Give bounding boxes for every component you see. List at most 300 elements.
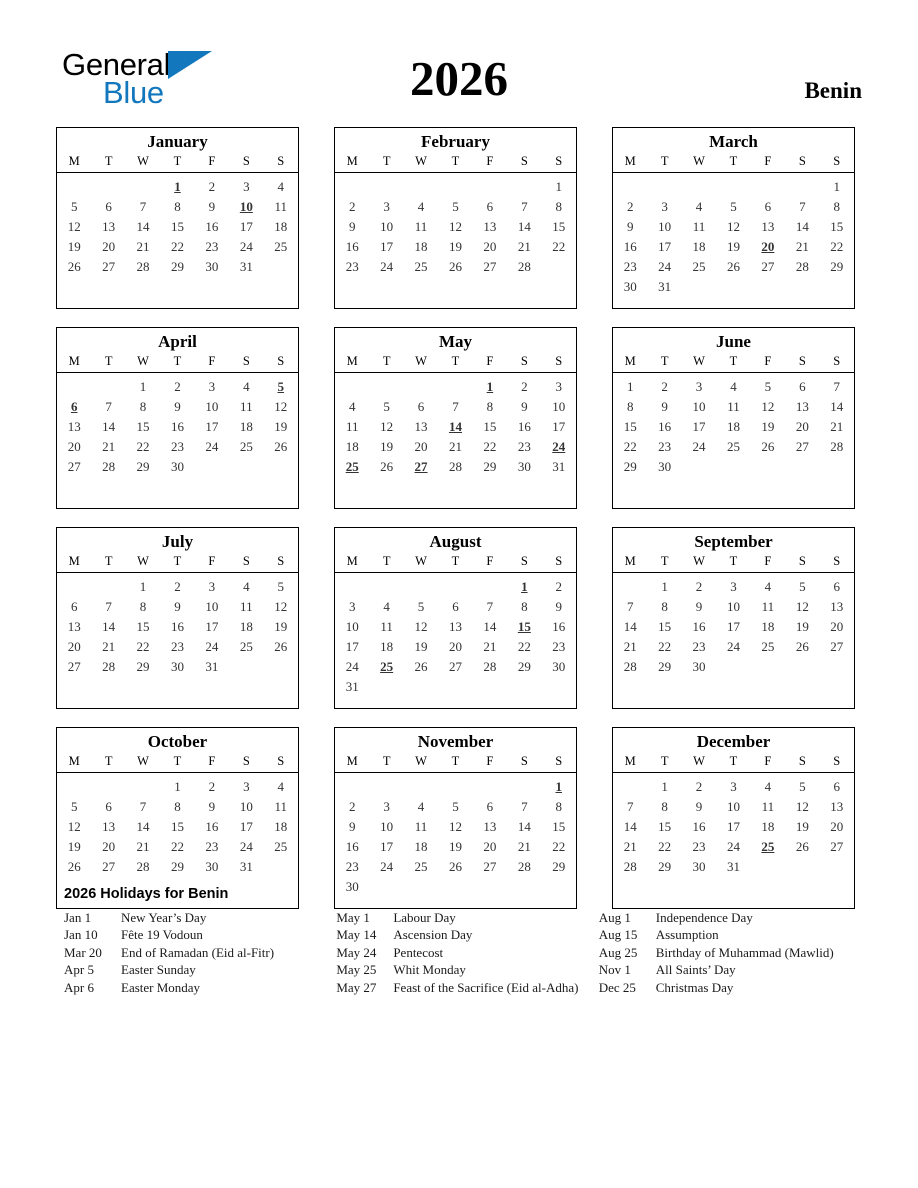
day-cell[interactable]: 16	[692, 619, 706, 634]
day-cell[interactable]: 22	[552, 839, 566, 854]
day-cell[interactable]: 18	[239, 619, 253, 634]
day-cell[interactable]: 16	[170, 619, 184, 634]
day-cell[interactable]: 5	[452, 799, 459, 814]
day-cell[interactable]: 11	[414, 219, 428, 234]
day-cell[interactable]: 22	[483, 439, 497, 454]
day-cell[interactable]: 12	[380, 419, 394, 434]
day-cell[interactable]: 28	[136, 259, 150, 274]
day-cell[interactable]: 22	[136, 639, 150, 654]
day-cell[interactable]: 9	[348, 819, 356, 834]
day-cell[interactable]: 7	[521, 799, 528, 814]
day-cell[interactable]: 29	[658, 659, 672, 674]
day-cell[interactable]: 26	[380, 459, 394, 474]
day-cell[interactable]: 12	[274, 399, 288, 414]
day-cell[interactable]: 26	[761, 439, 775, 454]
day-cell[interactable]: 2	[348, 199, 356, 214]
day-cell[interactable]: 14	[136, 819, 150, 834]
day-cell[interactable]: 6	[452, 599, 459, 614]
day-cell[interactable]: 7	[105, 599, 112, 614]
day-cell[interactable]: 27	[795, 439, 809, 454]
day-cell[interactable]: 14	[830, 399, 844, 414]
day-cell[interactable]: 6	[105, 199, 112, 214]
day-cell[interactable]: 6	[764, 199, 772, 214]
day-cell[interactable]: 6	[105, 799, 112, 814]
day-cell[interactable]: 17	[345, 639, 359, 654]
day-cell[interactable]: 31	[658, 279, 672, 294]
day-cell[interactable]: 8	[174, 199, 181, 214]
day-cell[interactable]: 10	[205, 599, 219, 614]
day-cell[interactable]: 21	[623, 839, 637, 854]
day-cell[interactable]: 13	[830, 799, 844, 814]
day-cell[interactable]: 23	[517, 439, 531, 454]
day-cell[interactable]: 23	[345, 259, 359, 274]
day-cell[interactable]: 22	[136, 439, 150, 454]
day-cell[interactable]: 31	[239, 859, 253, 874]
day-cell-holiday[interactable]: 14	[448, 419, 462, 434]
day-cell[interactable]: 22	[623, 439, 637, 454]
day-cell[interactable]: 16	[170, 419, 184, 434]
day-cell[interactable]: 27	[67, 659, 81, 674]
day-cell[interactable]: 5	[383, 399, 390, 414]
day-cell[interactable]: 15	[623, 419, 637, 434]
day-cell[interactable]: 8	[555, 799, 563, 814]
day-cell[interactable]: 17	[552, 419, 566, 434]
day-cell[interactable]: 7	[833, 379, 841, 394]
day-cell[interactable]: 19	[67, 839, 81, 854]
day-cell[interactable]: 2	[208, 779, 216, 794]
day-cell[interactable]: 14	[517, 219, 531, 234]
day-cell[interactable]: 14	[623, 619, 637, 634]
day-cell[interactable]: 5	[764, 379, 772, 394]
day-cell[interactable]: 13	[448, 619, 462, 634]
day-cell[interactable]: 8	[139, 599, 147, 614]
day-cell[interactable]: 15	[658, 619, 672, 634]
day-cell[interactable]: 13	[414, 419, 428, 434]
day-cell[interactable]: 10	[345, 619, 359, 634]
day-cell[interactable]: 26	[414, 659, 428, 674]
day-cell[interactable]: 12	[726, 219, 740, 234]
day-cell[interactable]: 21	[517, 839, 531, 854]
day-cell[interactable]: 13	[830, 599, 844, 614]
day-cell[interactable]: 31	[205, 659, 219, 674]
day-cell[interactable]: 16	[345, 239, 359, 254]
day-cell[interactable]: 15	[136, 419, 150, 434]
day-cell[interactable]: 29	[483, 459, 497, 474]
day-cell[interactable]: 14	[483, 619, 497, 634]
day-cell[interactable]: 10	[726, 799, 740, 814]
day-cell[interactable]: 24	[239, 839, 253, 854]
day-cell[interactable]: 2	[695, 779, 703, 794]
day-cell[interactable]: 1	[174, 779, 181, 794]
day-cell[interactable]: 11	[761, 599, 775, 614]
day-cell[interactable]: 3	[243, 179, 250, 194]
day-cell[interactable]: 10	[552, 399, 566, 414]
day-cell[interactable]: 11	[727, 399, 740, 414]
day-cell[interactable]: 1	[626, 379, 634, 394]
day-cell[interactable]: 20	[102, 239, 116, 254]
day-cell[interactable]: 28	[102, 659, 116, 674]
day-cell[interactable]: 19	[274, 619, 288, 634]
day-cell[interactable]: 7	[626, 799, 634, 814]
day-cell[interactable]: 12	[414, 619, 428, 634]
day-cell[interactable]: 21	[102, 439, 116, 454]
day-cell-holiday[interactable]: 25	[380, 659, 394, 674]
day-cell[interactable]: 14	[136, 219, 150, 234]
day-cell[interactable]: 25	[414, 859, 428, 874]
day-cell[interactable]: 20	[830, 819, 844, 834]
day-cell[interactable]: 26	[795, 639, 809, 654]
day-cell[interactable]: 29	[517, 659, 531, 674]
day-cell-holiday[interactable]: 10	[239, 199, 253, 214]
day-cell[interactable]: 2	[521, 379, 528, 394]
day-cell[interactable]: 7	[486, 599, 494, 614]
day-cell[interactable]: 2	[555, 579, 563, 594]
day-cell[interactable]: 3	[555, 379, 563, 394]
day-cell[interactable]: 27	[483, 859, 497, 874]
day-cell[interactable]: 25	[239, 439, 253, 454]
day-cell[interactable]: 25	[274, 839, 288, 854]
day-cell[interactable]: 6	[833, 579, 841, 594]
day-cell[interactable]: 2	[348, 799, 356, 814]
day-cell[interactable]: 8	[139, 399, 147, 414]
day-cell[interactable]: 18	[761, 819, 775, 834]
day-cell[interactable]: 3	[730, 779, 737, 794]
day-cell[interactable]: 21	[795, 239, 809, 254]
day-cell[interactable]: 23	[170, 639, 184, 654]
day-cell[interactable]: 19	[448, 239, 462, 254]
day-cell[interactable]: 17	[205, 619, 219, 634]
day-cell[interactable]: 12	[274, 599, 288, 614]
day-cell[interactable]: 22	[658, 839, 672, 854]
day-cell[interactable]: 27	[761, 259, 775, 274]
day-cell[interactable]: 21	[448, 439, 462, 454]
day-cell[interactable]: 24	[205, 439, 219, 454]
day-cell[interactable]: 9	[521, 399, 528, 414]
day-cell[interactable]: 23	[692, 639, 706, 654]
day-cell[interactable]: 25	[726, 439, 740, 454]
day-cell[interactable]: 12	[67, 219, 81, 234]
day-cell[interactable]: 19	[726, 239, 740, 254]
day-cell[interactable]: 19	[414, 639, 428, 654]
day-cell[interactable]: 6	[70, 599, 78, 614]
day-cell[interactable]: 29	[136, 659, 150, 674]
day-cell[interactable]: 9	[695, 599, 703, 614]
day-cell[interactable]: 11	[345, 419, 359, 434]
day-cell[interactable]: 9	[208, 799, 216, 814]
day-cell[interactable]: 10	[380, 819, 394, 834]
day-cell-holiday[interactable]: 1	[521, 579, 528, 594]
day-cell[interactable]: 5	[70, 199, 78, 214]
day-cell[interactable]: 23	[205, 239, 219, 254]
day-cell[interactable]: 16	[517, 419, 531, 434]
day-cell[interactable]: 24	[380, 259, 394, 274]
day-cell[interactable]: 11	[274, 199, 288, 214]
day-cell[interactable]: 29	[830, 259, 844, 274]
day-cell[interactable]: 23	[552, 639, 566, 654]
day-cell[interactable]: 30	[658, 459, 672, 474]
day-cell[interactable]: 14	[102, 419, 116, 434]
day-cell[interactable]: 17	[380, 239, 394, 254]
day-cell[interactable]: 21	[136, 839, 150, 854]
day-cell[interactable]: 12	[795, 799, 809, 814]
day-cell[interactable]: 22	[170, 239, 184, 254]
day-cell[interactable]: 13	[483, 819, 497, 834]
day-cell-holiday[interactable]: 27	[414, 459, 428, 474]
day-cell-holiday[interactable]: 20	[761, 239, 775, 254]
day-cell[interactable]: 18	[345, 439, 359, 454]
day-cell[interactable]: 4	[730, 379, 737, 394]
day-cell[interactable]: 30	[517, 459, 531, 474]
day-cell[interactable]: 15	[552, 819, 566, 834]
day-cell[interactable]: 17	[726, 819, 740, 834]
day-cell[interactable]: 5	[730, 199, 737, 214]
day-cell[interactable]: 30	[623, 279, 637, 294]
day-cell[interactable]: 31	[552, 459, 566, 474]
day-cell-holiday[interactable]: 1	[555, 779, 563, 794]
day-cell[interactable]: 9	[661, 399, 668, 414]
day-cell[interactable]: 25	[274, 239, 288, 254]
day-cell[interactable]: 28	[623, 659, 637, 674]
day-cell[interactable]: 22	[170, 839, 184, 854]
day-cell[interactable]: 19	[761, 419, 775, 434]
day-cell[interactable]: 4	[764, 579, 772, 594]
day-cell[interactable]: 2	[174, 579, 181, 594]
day-cell[interactable]: 28	[795, 259, 809, 274]
day-cell[interactable]: 26	[67, 859, 81, 874]
day-cell-holiday[interactable]: 25	[761, 839, 775, 854]
day-cell[interactable]: 7	[139, 799, 147, 814]
day-cell[interactable]: 27	[830, 639, 844, 654]
day-cell[interactable]: 5	[277, 579, 285, 594]
day-cell[interactable]: 18	[414, 839, 428, 854]
day-cell[interactable]: 18	[761, 619, 775, 634]
day-cell[interactable]: 12	[448, 819, 462, 834]
day-cell[interactable]: 30	[205, 859, 219, 874]
day-cell[interactable]: 21	[483, 639, 497, 654]
day-cell[interactable]: 13	[795, 399, 809, 414]
day-cell[interactable]: 1	[139, 379, 147, 394]
day-cell[interactable]: 27	[102, 859, 116, 874]
day-cell[interactable]: 11	[274, 799, 288, 814]
day-cell[interactable]: 30	[345, 879, 359, 894]
day-cell[interactable]: 7	[626, 599, 634, 614]
day-cell[interactable]: 1	[661, 779, 668, 794]
day-cell[interactable]: 27	[448, 659, 462, 674]
day-cell[interactable]: 17	[692, 419, 706, 434]
day-cell[interactable]: 25	[239, 639, 253, 654]
day-cell[interactable]: 28	[136, 859, 150, 874]
day-cell[interactable]: 10	[205, 399, 219, 414]
day-cell[interactable]: 6	[833, 779, 841, 794]
day-cell[interactable]: 20	[483, 839, 497, 854]
day-cell[interactable]: 14	[102, 619, 116, 634]
day-cell[interactable]: 4	[243, 579, 250, 594]
day-cell[interactable]: 25	[692, 259, 706, 274]
day-cell[interactable]: 3	[661, 199, 668, 214]
day-cell[interactable]: 28	[448, 459, 462, 474]
day-cell[interactable]: 15	[483, 419, 497, 434]
day-cell[interactable]: 5	[799, 579, 806, 594]
day-cell[interactable]: 31	[239, 259, 253, 274]
day-cell[interactable]: 24	[726, 839, 740, 854]
day-cell[interactable]: 28	[483, 659, 497, 674]
day-cell[interactable]: 17	[239, 219, 253, 234]
day-cell[interactable]: 19	[795, 819, 809, 834]
day-cell[interactable]: 26	[274, 439, 288, 454]
day-cell[interactable]: 18	[726, 419, 740, 434]
day-cell[interactable]: 8	[626, 399, 634, 414]
day-cell[interactable]: 7	[139, 199, 147, 214]
day-cell[interactable]: 5	[452, 199, 459, 214]
day-cell[interactable]: 21	[830, 419, 844, 434]
day-cell[interactable]: 8	[833, 199, 841, 214]
day-cell[interactable]: 1	[833, 179, 841, 194]
day-cell[interactable]: 11	[761, 799, 775, 814]
day-cell[interactable]: 3	[383, 199, 390, 214]
day-cell[interactable]: 23	[205, 839, 219, 854]
day-cell[interactable]: 15	[552, 219, 566, 234]
day-cell[interactable]: 4	[348, 399, 356, 414]
day-cell[interactable]: 9	[174, 399, 181, 414]
day-cell[interactable]: 10	[726, 599, 740, 614]
day-cell[interactable]: 4	[417, 799, 425, 814]
day-cell[interactable]: 21	[517, 239, 531, 254]
day-cell[interactable]: 18	[239, 419, 253, 434]
day-cell[interactable]: 29	[658, 859, 672, 874]
day-cell[interactable]: 28	[102, 459, 116, 474]
day-cell[interactable]: 15	[658, 819, 672, 834]
day-cell[interactable]: 10	[658, 219, 672, 234]
day-cell[interactable]: 10	[692, 399, 706, 414]
day-cell[interactable]: 22	[517, 639, 531, 654]
day-cell[interactable]: 28	[517, 859, 531, 874]
day-cell[interactable]: 6	[417, 399, 425, 414]
day-cell[interactable]: 16	[205, 819, 219, 834]
day-cell[interactable]: 10	[380, 219, 394, 234]
day-cell[interactable]: 17	[726, 619, 740, 634]
day-cell[interactable]: 23	[658, 439, 672, 454]
day-cell[interactable]: 3	[208, 379, 216, 394]
day-cell[interactable]: 9	[626, 219, 634, 234]
day-cell[interactable]: 11	[240, 599, 253, 614]
day-cell[interactable]: 24	[658, 259, 672, 274]
day-cell[interactable]: 27	[483, 259, 497, 274]
day-cell[interactable]: 12	[448, 219, 462, 234]
day-cell[interactable]: 8	[521, 599, 528, 614]
day-cell[interactable]: 6	[486, 799, 494, 814]
day-cell[interactable]: 12	[795, 599, 809, 614]
day-cell[interactable]: 16	[205, 219, 219, 234]
day-cell[interactable]: 22	[658, 639, 672, 654]
day-cell[interactable]: 27	[67, 459, 81, 474]
day-cell[interactable]: 6	[486, 199, 494, 214]
day-cell[interactable]: 6	[799, 379, 806, 394]
day-cell[interactable]: 5	[70, 799, 78, 814]
day-cell[interactable]: 16	[658, 419, 672, 434]
day-cell-holiday[interactable]: 24	[552, 439, 566, 454]
day-cell[interactable]: 13	[102, 819, 116, 834]
day-cell[interactable]: 18	[414, 239, 428, 254]
day-cell[interactable]: 13	[483, 219, 497, 234]
day-cell[interactable]: 17	[380, 839, 394, 854]
day-cell-holiday[interactable]: 15	[517, 619, 531, 634]
day-cell[interactable]: 17	[658, 239, 672, 254]
day-cell[interactable]: 4	[277, 179, 285, 194]
day-cell[interactable]: 29	[136, 459, 150, 474]
day-cell[interactable]: 1	[139, 579, 147, 594]
day-cell[interactable]: 3	[695, 379, 703, 394]
day-cell[interactable]: 3	[383, 799, 390, 814]
day-cell[interactable]: 4	[417, 199, 425, 214]
day-cell[interactable]: 11	[414, 819, 428, 834]
day-cell[interactable]: 30	[170, 659, 184, 674]
day-cell[interactable]: 8	[486, 399, 494, 414]
day-cell[interactable]: 4	[695, 199, 703, 214]
day-cell[interactable]: 9	[555, 599, 563, 614]
day-cell[interactable]: 4	[277, 779, 285, 794]
day-cell[interactable]: 17	[205, 419, 219, 434]
day-cell[interactable]: 24	[726, 639, 740, 654]
day-cell[interactable]: 8	[661, 599, 668, 614]
day-cell[interactable]: 27	[830, 839, 844, 854]
day-cell[interactable]: 30	[552, 659, 566, 674]
day-cell[interactable]: 19	[380, 439, 394, 454]
day-cell[interactable]: 28	[623, 859, 637, 874]
day-cell[interactable]: 1	[555, 179, 563, 194]
day-cell[interactable]: 23	[623, 259, 637, 274]
day-cell[interactable]: 29	[623, 459, 637, 474]
day-cell[interactable]: 4	[383, 599, 390, 614]
day-cell[interactable]: 30	[170, 459, 184, 474]
day-cell[interactable]: 15	[136, 619, 150, 634]
day-cell[interactable]: 23	[345, 859, 359, 874]
day-cell[interactable]: 11	[380, 619, 393, 634]
day-cell[interactable]: 26	[726, 259, 740, 274]
day-cell[interactable]: 16	[692, 819, 706, 834]
day-cell[interactable]: 19	[448, 839, 462, 854]
day-cell[interactable]: 20	[102, 839, 116, 854]
day-cell[interactable]: 19	[795, 619, 809, 634]
day-cell[interactable]: 21	[623, 639, 637, 654]
day-cell[interactable]: 2	[208, 179, 216, 194]
day-cell[interactable]: 9	[208, 199, 216, 214]
day-cell[interactable]: 20	[67, 639, 81, 654]
day-cell[interactable]: 22	[552, 239, 566, 254]
day-cell[interactable]: 13	[67, 419, 81, 434]
day-cell[interactable]: 3	[348, 599, 356, 614]
day-cell[interactable]: 14	[517, 819, 531, 834]
day-cell[interactable]: 3	[243, 779, 250, 794]
day-cell[interactable]: 5	[417, 599, 425, 614]
day-cell[interactable]: 2	[695, 579, 703, 594]
day-cell[interactable]: 24	[205, 639, 219, 654]
day-cell[interactable]: 15	[170, 819, 184, 834]
day-cell[interactable]: 9	[695, 799, 703, 814]
day-cell[interactable]: 20	[830, 619, 844, 634]
day-cell[interactable]: 7	[105, 399, 112, 414]
day-cell[interactable]: 28	[517, 259, 531, 274]
day-cell[interactable]: 1	[661, 579, 668, 594]
day-cell[interactable]: 12	[761, 399, 775, 414]
day-cell[interactable]: 3	[730, 579, 737, 594]
day-cell[interactable]: 20	[448, 639, 462, 654]
day-cell[interactable]: 13	[67, 619, 81, 634]
day-cell[interactable]: 7	[799, 199, 806, 214]
day-cell[interactable]: 11	[692, 219, 706, 234]
day-cell[interactable]: 2	[661, 379, 668, 394]
day-cell[interactable]: 24	[239, 239, 253, 254]
day-cell[interactable]: 23	[692, 839, 706, 854]
